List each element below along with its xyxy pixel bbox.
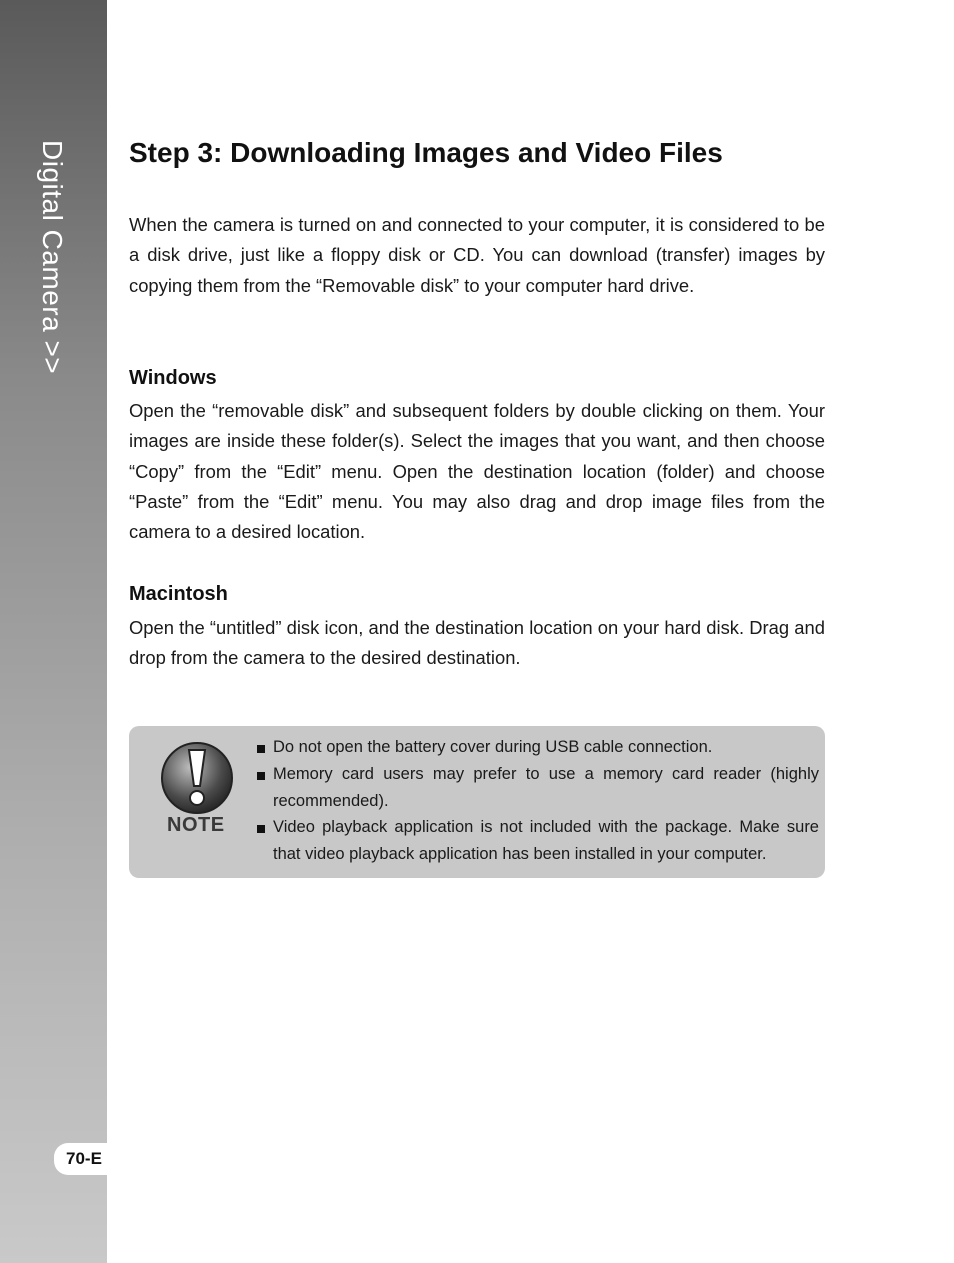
note-item-text: Do not open the battery cover during USB cable connection. (273, 738, 713, 756)
note-item (257, 734, 819, 761)
section-heading-windows: Windows (129, 367, 217, 389)
note-item (257, 814, 819, 868)
note-box (129, 726, 825, 878)
square-bullet-icon (257, 772, 265, 780)
note-item-text: Memory card users may prefer to use a memory card reader (highly recommended). (273, 764, 819, 810)
square-bullet-icon (257, 745, 265, 753)
note-label: NOTE (167, 814, 225, 836)
section-body-windows: Open the “removable disk” and subsequent folders by double clicking on them. Your images are inside these folder(s). Select the images that you want, and then choose “Copy” from the “Edit” menu. Open the destination location (folder) and choose “Paste” from the “Edit” menu. You may also drag and drop image files from the camera to a desired location. (129, 400, 825, 543)
section-heading-macintosh: Macintosh (129, 583, 228, 605)
note-item-text: Video playback application is not included with the package. Make sure that video playback application has been installed in your computer. (273, 818, 819, 864)
note-list (257, 734, 819, 868)
page-number: 70-E (54, 1143, 114, 1175)
intro-paragraph: When the camera is turned on and connected to your computer, it is considered to be a disk drive, just like a floppy disk or CD. You can download (transfer) images by copying them from the “Removable disk” to your computer hard drive. (129, 214, 825, 296)
side-chapter-title: Digital Camera >> (37, 140, 68, 375)
page-title: Step 3: Downloading Images and Video Files (129, 137, 723, 168)
exclamation-note-icon (159, 740, 235, 816)
section-body-macintosh: Open the “untitled” disk icon, and the destination location on your hard disk. Drag and drop from the camera to the desired destination. (129, 617, 825, 669)
note-item (257, 761, 819, 815)
side-bar (0, 0, 107, 1263)
square-bullet-icon (257, 825, 265, 833)
